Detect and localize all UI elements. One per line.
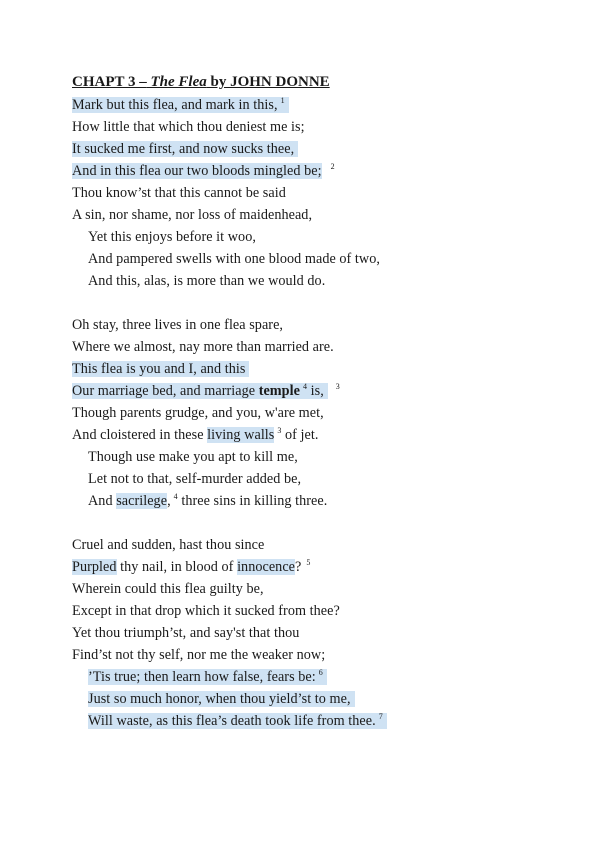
poem-line: Except in that drop which it sucked from thee? xyxy=(72,603,340,619)
poem-line xyxy=(88,490,327,512)
line-text: is, xyxy=(307,383,324,399)
highlighted-text: It sucked me first, and now sucks thee, xyxy=(72,141,298,157)
poem-line xyxy=(72,380,340,402)
poem-line: Oh stay, three lives in one flea spare, xyxy=(72,317,284,333)
highlighted-text xyxy=(88,669,327,685)
line-text: Mark but this flea, and mark in this, xyxy=(72,97,278,113)
line-text: ’Tis true; then learn how false, fears be: xyxy=(88,669,316,685)
poem-title: The Flea xyxy=(150,74,207,90)
poem-line: Find’st not thy self, nor me the weaker now; xyxy=(72,647,326,663)
line-text: of jet. xyxy=(281,427,319,443)
poem-line xyxy=(72,138,298,160)
highlighted-text: This flea is you and I, and this xyxy=(72,361,249,377)
poem-line: Yet this enjoys before it woo, xyxy=(88,229,256,245)
poem-line xyxy=(72,358,249,380)
footnote-marker: 4 xyxy=(173,492,178,501)
poem-line: Yet thou triumph’st, and say'st that thou xyxy=(72,625,300,641)
poem-line: And pampered swells with one blood made of two, xyxy=(88,251,380,267)
footnote-marker: 6 xyxy=(318,668,323,677)
footnote-marker: 5 xyxy=(306,558,311,567)
poem-line: A sin, nor shame, nor loss of maidenhead, xyxy=(72,207,313,223)
highlighted-text xyxy=(72,383,328,399)
footnote-marker: 7 xyxy=(378,712,383,721)
highlighted-text xyxy=(88,713,387,729)
poem-line: Though use make you apt to kill me, xyxy=(88,449,298,465)
highlighted-text: Purpled xyxy=(72,559,117,575)
poem-line xyxy=(72,556,310,578)
highlighted-text: Just so much honor, when thou yield’st to me, xyxy=(88,691,355,707)
highlighted-text xyxy=(72,97,289,113)
poem-line: Cruel and sudden, hast thou since xyxy=(72,537,265,553)
footnote-marker: 1 xyxy=(280,96,285,105)
poem-line: And this, alas, is more than we would do. xyxy=(88,273,326,289)
bold-term: temple xyxy=(258,383,300,399)
chapter-heading xyxy=(72,71,330,93)
poem-line xyxy=(88,666,327,688)
poem-line: Let not to that, self-murder added be, xyxy=(88,471,302,487)
line-text: Will waste, as this flea’s death took life from thee. xyxy=(88,713,376,729)
footnote-marker: 3 xyxy=(335,382,340,391)
line-text: , xyxy=(167,493,171,509)
line-text: thy nail, in blood of xyxy=(116,559,238,575)
line-text: ? xyxy=(295,559,302,575)
poem-line xyxy=(88,710,387,732)
line-text: Our marriage bed, and marriage xyxy=(72,383,259,399)
poem-line: How little that which thou deniest me is; xyxy=(72,119,305,135)
poem-author: by JOHN DONNE xyxy=(210,74,330,90)
poem-line: Thou know’st that this cannot be said xyxy=(72,185,286,201)
poem-line: Where we almost, nay more than married are. xyxy=(72,339,334,355)
poem-line xyxy=(72,160,335,182)
highlighted-text: living walls xyxy=(207,427,275,443)
poem-line: Wherein could this flea guilty be, xyxy=(72,581,264,597)
line-text: And xyxy=(88,493,117,509)
chapter-number: CHAPT 3 – xyxy=(72,74,147,90)
highlighted-text: And in this flea our two bloods mingled be; xyxy=(72,163,322,179)
highlighted-text: sacrilege xyxy=(116,493,168,509)
highlighted-text: innocence xyxy=(237,559,296,575)
footnote-marker: 3 xyxy=(277,426,282,435)
poem-line xyxy=(88,688,355,710)
poem-line xyxy=(72,424,318,446)
line-text: three sins in killing three. xyxy=(177,493,328,509)
footnote-marker: 2 xyxy=(330,162,335,171)
poem-line xyxy=(72,94,289,116)
footnote-marker: 4 xyxy=(302,382,308,391)
poem-line: Though parents grudge, and you, w'are met, xyxy=(72,405,324,421)
line-text: And cloistered in these xyxy=(72,427,208,443)
